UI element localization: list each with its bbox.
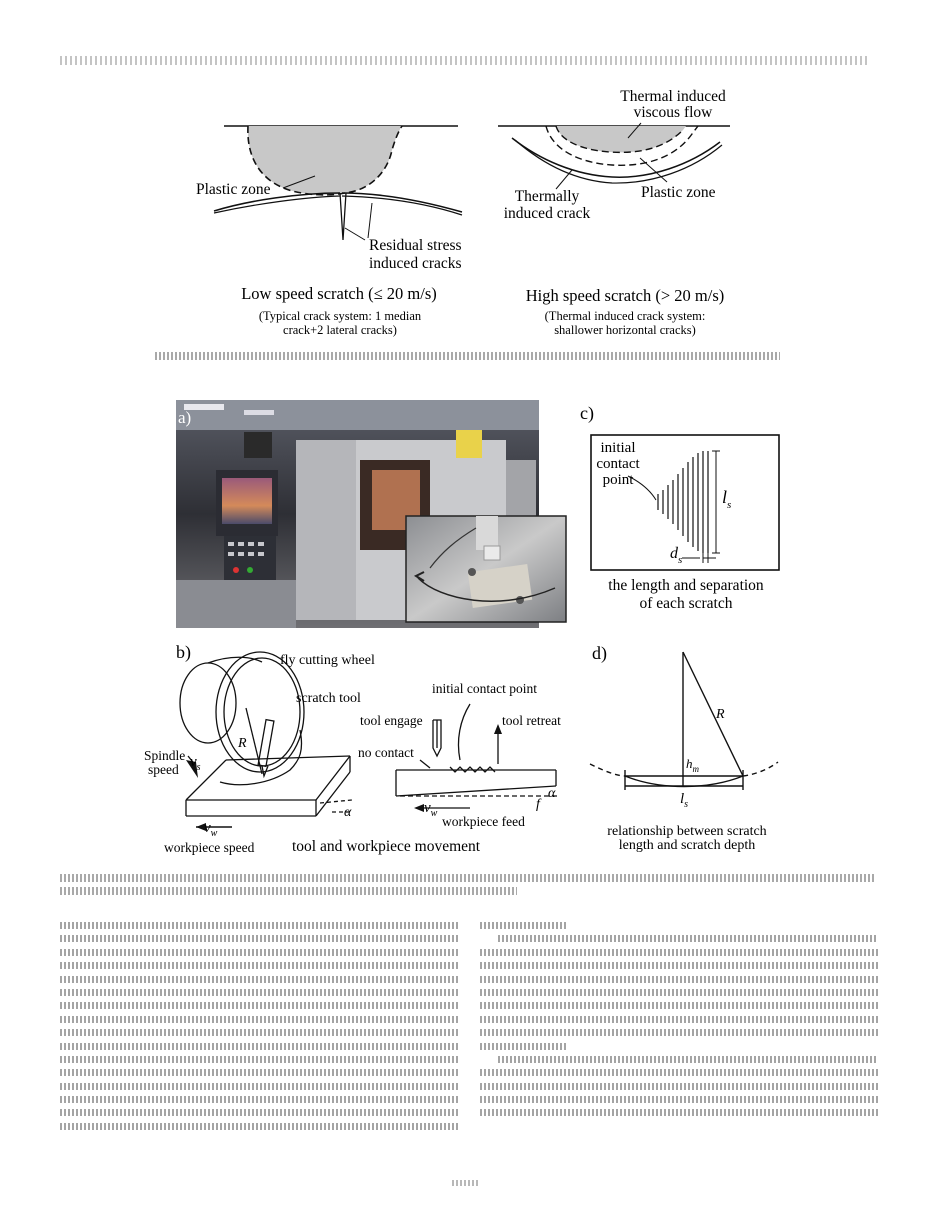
- c-ds-label: $d_s$: [670, 545, 683, 566]
- body-column-left: [60, 922, 458, 1144]
- b-scratch-tool-label: scratch tool: [296, 691, 361, 706]
- b-alpha-label: α: [344, 805, 352, 820]
- b-alpha2-label: α: [548, 786, 556, 801]
- label-thermal-crack-2: induced crack: [503, 205, 591, 222]
- b-tool-engage: tool engage: [360, 713, 423, 728]
- geometry-drawing: [590, 652, 778, 790]
- d-ls-label: $l_s$: [680, 791, 689, 810]
- b-workpiece-speed: workpiece speed: [164, 840, 255, 855]
- figure-1-caption: [155, 352, 780, 362]
- panel-label-a: a): [178, 408, 192, 427]
- b-fly-label: fly cutting wheel: [280, 653, 375, 668]
- b-spindle-1: Spindle: [144, 748, 186, 763]
- title-low-speed: Low speed scratch (≤ 20 m/s): [241, 284, 437, 303]
- c-caption-1: the length and separation: [608, 577, 764, 594]
- running-header: [60, 56, 870, 65]
- label-thermal-1: Thermal induced: [620, 88, 726, 105]
- label-thermal-crack-1: Thermally: [514, 188, 580, 205]
- figure-2-caption: [60, 874, 876, 896]
- photo-machine: [176, 400, 566, 628]
- b-initial-contact: initial contact point: [432, 681, 537, 696]
- figure-2-experimental-setup: [0, 392, 952, 862]
- body-text: [60, 922, 878, 1144]
- fly-cutting-drawing: [180, 652, 352, 816]
- b-workpiece-feed: workpiece feed: [442, 814, 525, 829]
- b-tool-retreat: tool retreat: [502, 713, 561, 728]
- b-f-label: f: [536, 797, 540, 812]
- page-number: [452, 1180, 480, 1186]
- c-caption-2: of each scratch: [639, 595, 733, 612]
- title-high-speed: High speed scratch (> 20 m/s): [525, 286, 725, 305]
- sub-low-speed-1: (Typical crack system: 1 median: [258, 309, 422, 323]
- label-plastic-zone-right: Plastic zone: [641, 184, 716, 201]
- d-R-label: R: [716, 707, 725, 722]
- d-caption-2: length and scratch depth: [618, 838, 756, 853]
- d-caption-1: relationship between scratch: [607, 824, 767, 839]
- b-no-contact: no contact: [358, 745, 414, 760]
- figure-1-crack-schematic: [0, 78, 952, 348]
- c-initial-2: contact: [596, 456, 640, 472]
- label-thermal-2: viscous flow: [633, 104, 713, 121]
- b-spindle-2: speed: [148, 762, 179, 777]
- b-vs-label: $v_s$: [190, 754, 201, 773]
- sub-high-speed-2: shallower horizontal cracks): [554, 323, 696, 337]
- b-movement-caption: tool and workpiece movement: [292, 838, 481, 855]
- c-ls-label: $l_s$: [722, 487, 732, 511]
- sub-low-speed-2: crack+2 lateral cracks): [283, 323, 397, 337]
- body-column-right: [480, 922, 878, 1144]
- panel-label-b: b): [176, 642, 191, 662]
- c-initial-1: initial: [600, 440, 636, 456]
- b-vw-label: $v_w$: [204, 820, 218, 839]
- b-vw2-label: $v_w$: [424, 800, 438, 819]
- sub-high-speed-1: (Thermal induced crack system:: [544, 309, 706, 323]
- label-residual-1: Residual stress: [369, 237, 462, 254]
- d-hm-label: $h_m$: [686, 756, 699, 774]
- c-initial-3: point: [602, 472, 634, 488]
- panel-label-c: c): [580, 403, 594, 423]
- b-R-label: R: [238, 736, 247, 751]
- panel-label-d: d): [592, 643, 607, 663]
- high-speed-schematic: [498, 123, 730, 189]
- label-residual-2: induced cracks: [369, 255, 462, 272]
- label-plastic-zone-left: Plastic zone: [196, 181, 271, 198]
